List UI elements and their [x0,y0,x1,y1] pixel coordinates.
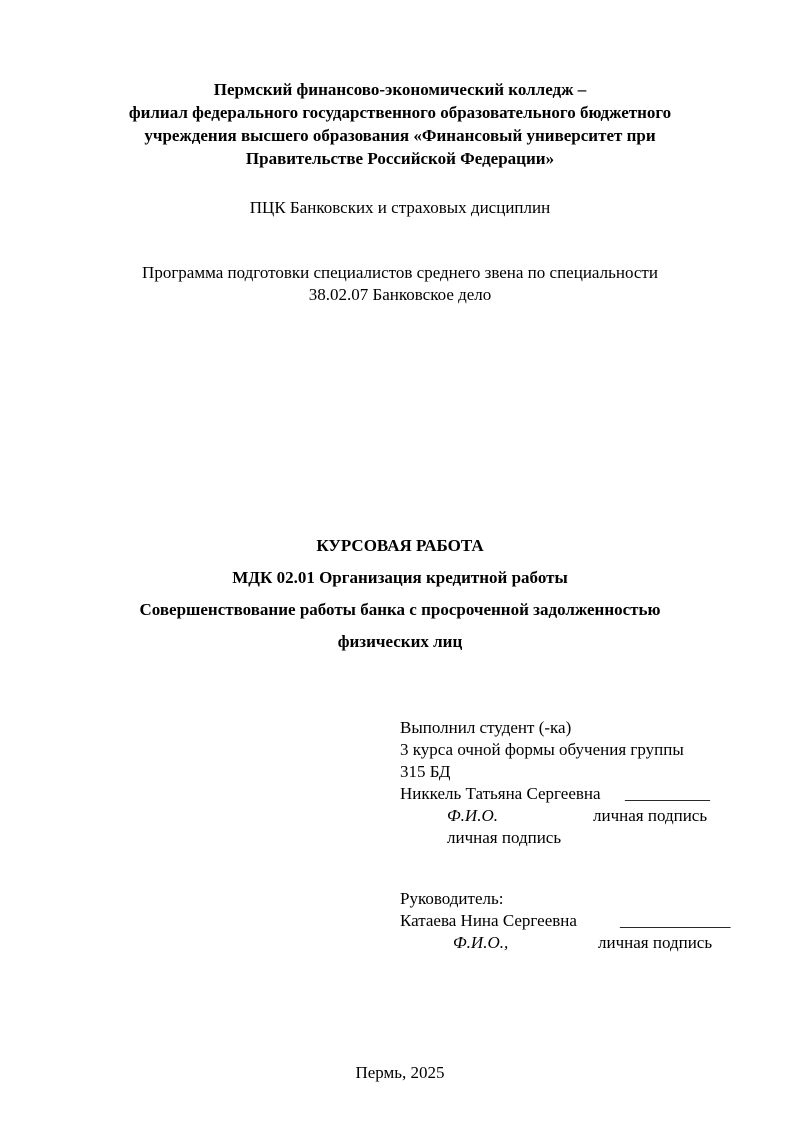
supervisor-name: Катаева Нина Сергеевна [400,911,577,930]
student-caption-row-2 [400,827,740,849]
supervisor-name-row [400,910,760,932]
department-name [0,197,800,219]
work-topic-line-1: Совершенствование работы банка с просроченной задолженностью [139,600,661,619]
student-caption-row [400,805,740,827]
student-block [400,717,740,849]
institution-header [0,78,800,170]
supervisor-label: Руководитель: [400,889,504,908]
student-fio-caption: Ф.И.О. [447,806,498,825]
student-course-line-1: 3 курса очной формы обучения группы [400,740,684,759]
work-discipline: МДК 02.01 Организация кредитной работы [232,568,568,587]
student-course-line-2: 315 БД [400,762,451,781]
institution-line-1: Пермский финансово-экономический колледж – [213,80,587,99]
student-name: Никкель Татьяна Сергеевна [400,784,601,803]
program-info [0,262,800,306]
supervisor-caption-row [400,932,760,954]
supervisor-block [400,888,760,954]
institution-line-3: учреждения высшего образования «Финансовый университет при [144,126,656,145]
supervisor-sign-caption: личная подпись [598,933,713,952]
student-sign-caption: личная подпись [593,806,708,825]
student-sign-caption-repeat: личная подпись [447,828,562,847]
pck-line: ПЦК Банковских и страховых дисциплин [249,198,551,217]
student-name-row [400,783,740,805]
student-signature-blank: __________ [625,784,710,803]
program-line-2: 38.02.07 Банковское дело [308,285,492,304]
supervisor-fio-caption: Ф.И.О., [453,933,509,952]
student-label: Выполнил студент (-ка) [400,718,572,737]
institution-line-2: филиал федерального государственного образовательного бюджетного [128,103,672,122]
work-type: КУРСОВАЯ РАБОТА [316,536,484,555]
program-line-1: Программа подготовки специалистов среднего звена по специальности [142,263,658,282]
work-title-block [0,530,800,658]
work-topic-line-2: физических лиц [337,632,463,651]
institution-line-4: Правительстве Российской Федерации» [245,149,555,168]
city-year: Пермь, 2025 [355,1063,445,1082]
supervisor-signature-blank: _____________ [620,911,731,930]
